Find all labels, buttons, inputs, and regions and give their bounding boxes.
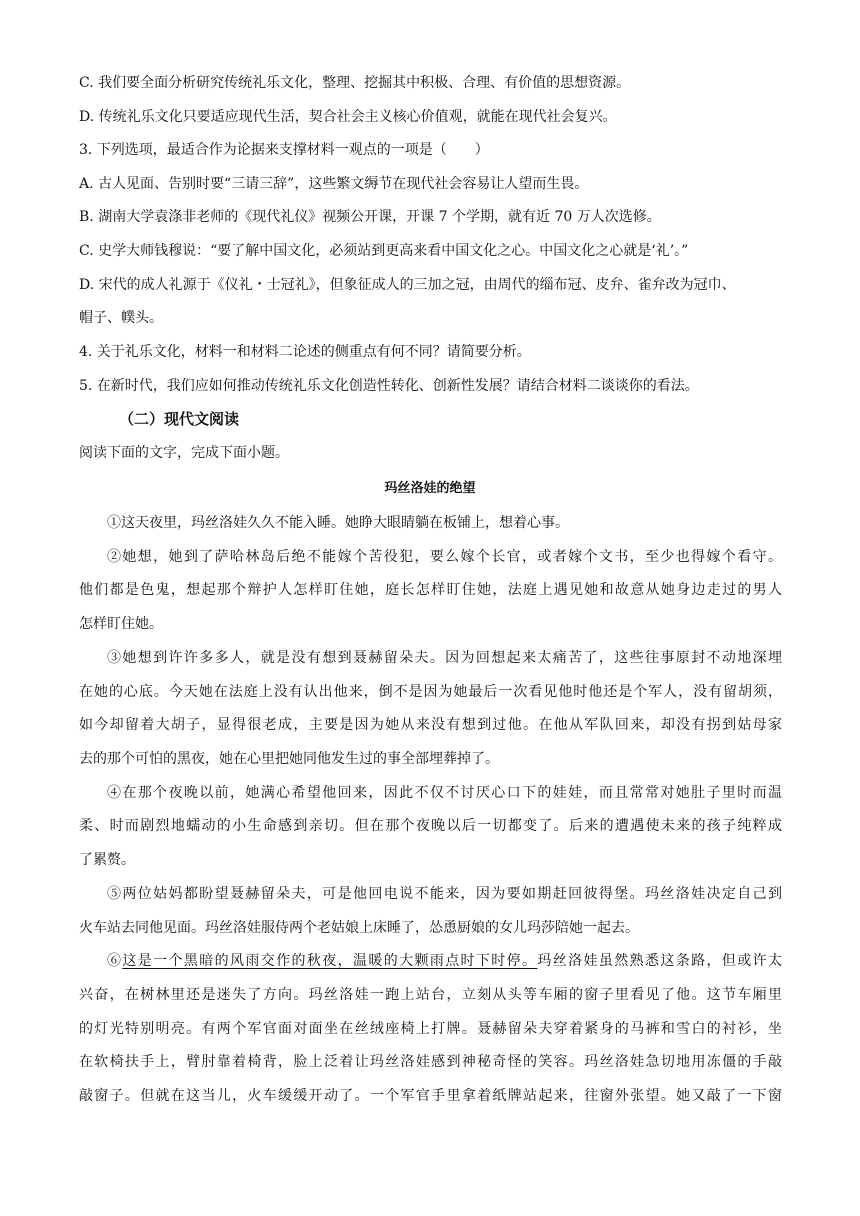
story-p3-line4: 去的那个可怕的黑夜，她在心里把她同他发生过的事全部埋葬掉了。 <box>79 751 499 767</box>
story-p4-line1: ④在那个夜晚以前，她满心希望他回来，因此不仅不讨厌心口下的娃娃，而且常常对她肚子里时而温 <box>107 785 782 801</box>
p6-line1-rest: 玛丝洛娃虽然熟悉这条路，但或许太 <box>537 953 783 969</box>
story-p2-line2: 他们都是色鬼，想起那个辩护人怎样盯住她，庭长怎样盯住她，法庭上遇见她和故意从她身边走过的男人 <box>79 582 782 598</box>
q4: 4. 关于礼乐文化，材料一和材料二论述的侧重点有何不同？请简要分析。 <box>79 344 531 360</box>
story-p2-line1: ②她想，她到了萨哈林岛后绝不能嫁个苦役犯，要么嫁个长官，或者嫁个文书，至少也得嫁个看守。 <box>107 549 782 565</box>
q3-option-b: B. 湖南大学袁涤非老师的《现代礼仪》视频公开课，开课 7 个学期，就有近 70 万人次选修。 <box>79 209 661 225</box>
story-p3-line3: 如今却留着大胡子，显得很老成，主要是因为她从来没有想到过他。在他从军队回来，却没有拐到姑母家 <box>79 717 782 733</box>
story-p4-line2: 柔、时而剧烈地蠕动的小生命感到亲切。但在那个夜晚以后一切都变了。后来的遭遇使未来的孩子纯粹成 <box>79 818 782 834</box>
story-p6-line5: 敲窗子。但就在这当儿，火车缓缓开动了。一个军官手里拿着纸牌站起来，往窗外张望。她又敲了一下窗 <box>79 1088 782 1104</box>
section-instruction: 阅读下面的文字，完成下面小题。 <box>79 445 289 461</box>
story-p3-line1: ③她想到许许多多人，就是没有想到聂赫留朵夫。因为回想起来太痛苦了，这些往事原封不动地深埋 <box>107 650 782 666</box>
q2-option-c: C. 我们要全面分析研究传统礼乐文化，整理、挖掘其中积极、合理、有价值的思想资源。 <box>79 75 631 91</box>
story-p5-line1: ⑤两位姑妈都盼望聂赫留朵夫，可是他回电说不能来，因为要如期赶回彼得堡。玛丝洛娃决定自己到 <box>107 886 782 902</box>
q3-option-d-line1: D. 宋代的成人礼源于《仪礼・士冠礼》，但象征成人的三加之冠，由周代的缁布冠、皮弁、雀弁改为冠巾、 <box>79 277 736 293</box>
story-p3-line2: 在她的心底。今天她在法庭上没有认出他来，倒不是因为她最后一次看见他时他还是个军人，没有留胡须， <box>79 684 782 700</box>
story-p5-line2: 火车站去同他见面。玛丝洛娃服侍两个老姑娘上床睡了，怂恿厨娘的女儿玛莎陪她一起去。 <box>79 920 639 936</box>
story-p6-line1 <box>107 951 782 971</box>
section-heading: （二）现代文阅读 <box>119 410 240 428</box>
q3-option-a: A. 古人见面、告别时要“三请三辞”，这些繁文缛节在现代社会容易让人望而生畏。 <box>79 176 589 192</box>
q3-stem: 3. 下列选项，最适合作为论据来支撑材料一观点的一项是（ ） <box>79 142 489 158</box>
p6-number: ⑥ <box>107 953 123 969</box>
q3-option-c: C. 史学大师钱穆说：“要了解中国文化，必须站到更高来看中国文化之心。中国文化之心就是‘礼’。” <box>79 243 689 259</box>
q3-option-d-line2: 帽子、幞头。 <box>79 310 163 326</box>
q2-option-d: D. 传统礼乐文化只要适应现代生活，契合社会主义核心价值观，就能在现代社会复兴。 <box>79 109 617 125</box>
story-p6-line4: 在软椅扶手上，臂肘靠着椅背，脸上泛着让玛丝洛娃感到神秘奇怪的笑容。玛丝洛娃急切地用冻僵的手敲 <box>79 1054 782 1070</box>
story-p6-line2: 兴奋，在树林里还是迷失了方向。玛丝洛娃一跑上站台，立刻从头等车厢的窗子里看见了他。这节车厢里 <box>79 987 782 1003</box>
p6-underlined-sentence: 这是一个黑暗的风雨交作的秋夜，温暖的大颗雨点时下时停。 <box>122 953 538 969</box>
story-p6-line3: 的灯光特别明亮。有两个军官面对面坐在丝绒座椅上打牌。聂赫留朵夫穿着紧身的马裤和雪白的衬衫，坐 <box>79 1021 782 1037</box>
story-p2-line3: 怎样盯住她。 <box>79 616 163 632</box>
q5: 5. 在新时代，我们应如何推动传统礼乐文化创造性转化、创新性发展？请结合材料二谈谈你的看法。 <box>79 378 699 394</box>
story-p4-line3: 了累赘。 <box>79 852 135 868</box>
story-title: 玛丝洛娃的绝望 <box>384 481 476 496</box>
story-p1: ①这天夜里，玛丝洛娃久久不能入睡。她睁大眼睛躺在板铺上，想着心事。 <box>107 515 569 531</box>
